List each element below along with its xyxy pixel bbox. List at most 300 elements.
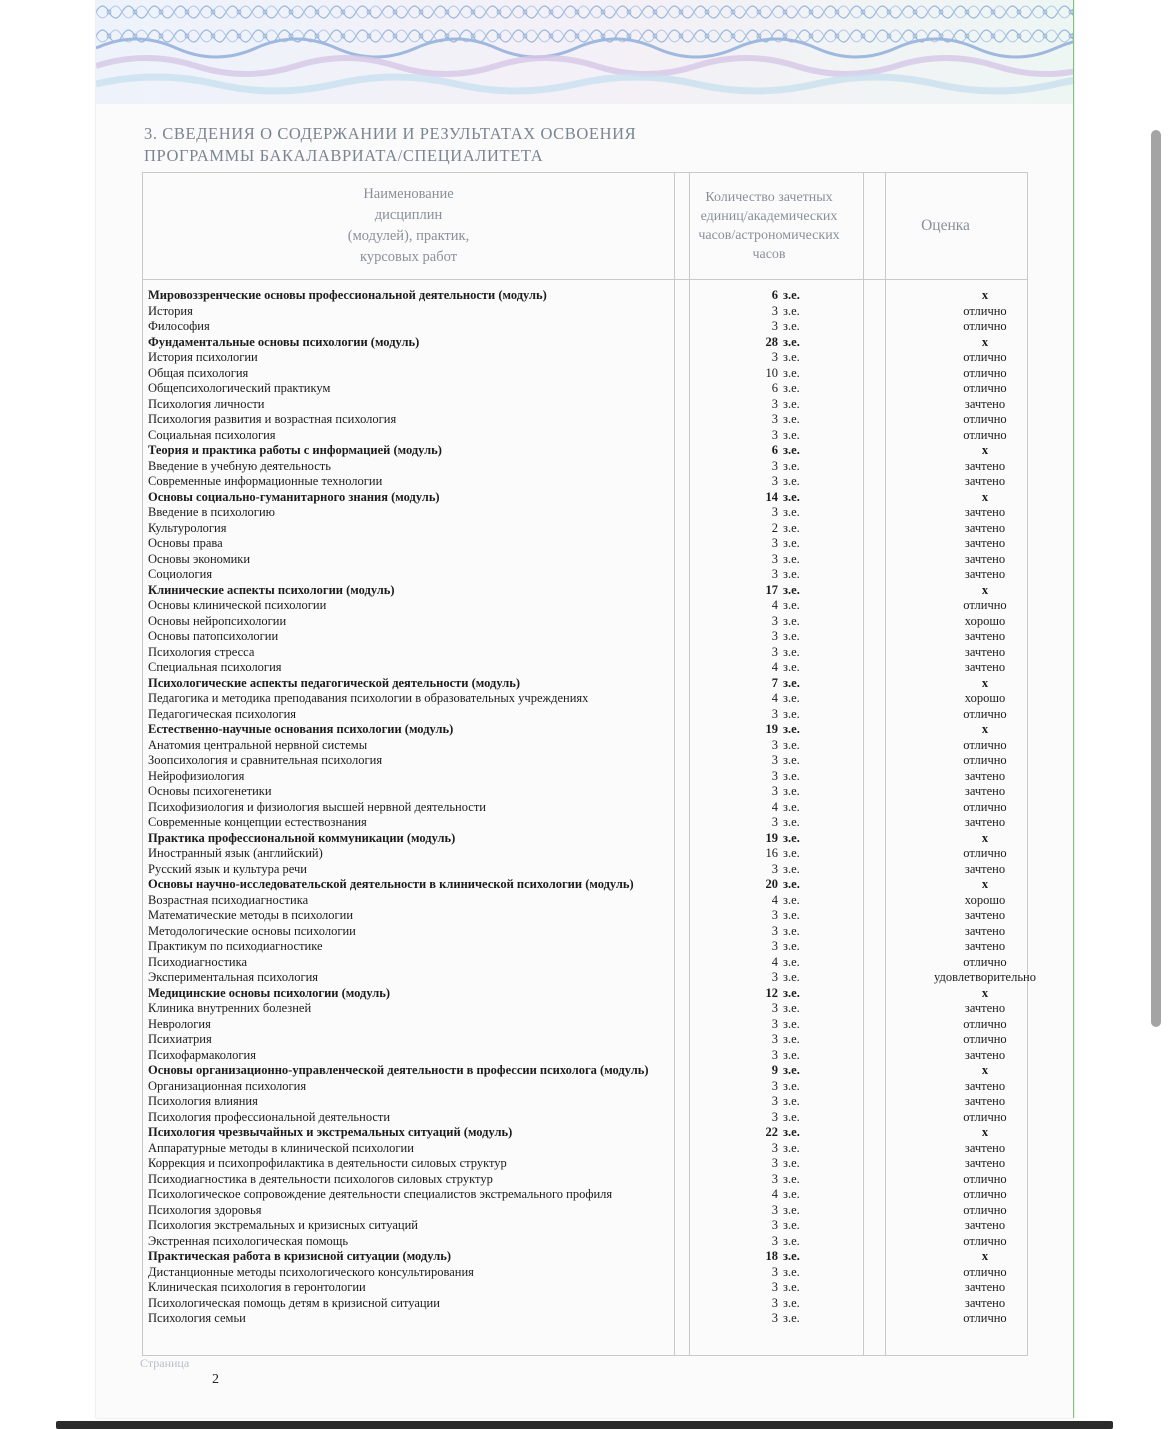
row-credit-number: 3 — [771, 923, 778, 938]
discipline-row — [144, 427, 1007, 444]
row-grade: зачтено — [964, 474, 1006, 488]
discipline-row — [144, 629, 1006, 645]
discipline-row — [144, 551, 1006, 568]
row-credit-unit: з.е. — [783, 613, 800, 628]
row-grade: x — [981, 1125, 989, 1139]
row-credit-unit: з.е. — [783, 427, 800, 442]
row-name: Социальная психология — [148, 427, 276, 442]
row-credit-unit: з.е. — [783, 288, 800, 302]
discipline-row — [144, 753, 1007, 769]
row-name: Возрастная психодиагностика — [148, 892, 309, 907]
section-title-line-2: ПРОГРАММЫ БАКАЛАВРИАТА/СПЕЦИАЛИТЕТА — [144, 146, 544, 165]
row-name: Экстренная психологическая помощь — [148, 1233, 349, 1248]
row-credit-unit: з.е. — [783, 877, 800, 891]
row-grade: хорошо — [964, 892, 1006, 907]
discipline-row — [144, 458, 1006, 475]
row-grade: зачтено — [964, 458, 1006, 473]
discipline-row — [144, 1094, 1006, 1110]
row-grade: x — [981, 582, 989, 597]
row-credit-unit: з.е. — [783, 1218, 800, 1232]
row-credit-unit: з.е. — [783, 1032, 800, 1046]
row-credit-number: 3 — [771, 412, 778, 426]
row-credit-unit: з.е. — [783, 443, 800, 457]
row-credit-number: 3 — [771, 1233, 778, 1248]
discipline-row — [144, 660, 1006, 676]
row-grade: отлично — [963, 427, 1007, 442]
row-credit-number: 3 — [771, 567, 778, 581]
row-credit-number: 3 — [771, 737, 778, 752]
row-credit-number: 3 — [771, 319, 778, 333]
row-credit-unit: з.е. — [783, 830, 800, 845]
row-grade: x — [981, 675, 989, 690]
row-credit-number: 3 — [771, 970, 778, 984]
row-grade: отлично — [963, 303, 1007, 318]
discipline-row — [144, 923, 1006, 940]
discipline-row — [144, 1202, 1007, 1219]
row-credit-unit: з.е. — [783, 846, 800, 860]
discipline-row — [144, 1078, 1006, 1095]
row-grade: отлично — [963, 365, 1007, 380]
row-credit-unit: з.е. — [783, 892, 800, 907]
row-credit-number: 3 — [771, 908, 778, 922]
row-credit-number: 3 — [771, 1202, 778, 1217]
row-credit-unit: з.е. — [783, 815, 800, 829]
row-name: Психология стресса — [148, 644, 255, 659]
discipline-row — [144, 474, 1006, 490]
row-name: Психологическая помощь детям в кризисной ситуации — [148, 1295, 440, 1310]
row-credit-unit: з.е. — [783, 1125, 800, 1139]
discipline-row — [144, 644, 1006, 661]
row-credit-number: 3 — [771, 939, 778, 953]
row-grade: отлично — [963, 1187, 1007, 1201]
row-name: Основы социально-гуманитарного знания (модуль) — [148, 489, 440, 504]
row-credit-number: 12 — [765, 985, 778, 1000]
row-credit-number: 4 — [771, 799, 778, 814]
module-row — [144, 335, 994, 351]
row-name: Зоопсихология и сравнительная психология — [148, 753, 383, 767]
row-grade: зачтено — [964, 923, 1006, 938]
row-grade: зачтено — [964, 520, 1006, 535]
discipline-row — [144, 567, 1006, 583]
row-credit-number: 3 — [771, 1295, 778, 1310]
row-grade: отлично — [963, 799, 1007, 814]
row-grade: зачтено — [964, 768, 1006, 783]
discipline-row — [144, 861, 1006, 878]
row-credit-number: 3 — [771, 1001, 778, 1015]
row-grade: зачтено — [964, 939, 1006, 953]
row-credit-number: 6 — [771, 381, 778, 395]
row-name: Основы клинической психологии — [148, 598, 327, 612]
row-credit-number: 3 — [771, 1016, 778, 1031]
discipline-row — [144, 691, 1006, 707]
discipline-row — [144, 784, 1006, 800]
row-credit-number: 3 — [771, 815, 778, 829]
row-credit-unit: з.е. — [783, 381, 800, 395]
row-credit-unit: з.е. — [783, 691, 800, 705]
row-credit-unit: з.е. — [783, 303, 800, 318]
decorative-banner — [96, 0, 1073, 104]
discipline-row — [144, 1016, 1007, 1033]
row-credit-number: 3 — [771, 536, 778, 550]
row-credit-unit: з.е. — [783, 412, 800, 426]
discipline-row — [144, 598, 1007, 614]
row-name: Специальная психология — [148, 660, 282, 674]
scrollbar[interactable] — [1151, 130, 1161, 1027]
row-name: Общая психология — [148, 365, 249, 380]
row-grade: хорошо — [964, 691, 1006, 705]
row-credit-number: 4 — [771, 691, 778, 705]
section-title — [144, 123, 636, 167]
row-credit-unit: з.е. — [783, 458, 800, 473]
row-credit-number: 9 — [771, 1063, 778, 1077]
row-credit-number: 3 — [771, 1311, 778, 1325]
row-credit-number: 6 — [771, 443, 778, 457]
row-name: Аппаратурные методы в клинической психологии — [148, 1140, 414, 1155]
module-row — [144, 676, 994, 692]
discipline-row — [144, 815, 1006, 831]
row-credit-number: 3 — [771, 1047, 778, 1062]
module-row — [144, 583, 994, 599]
row-credit-unit: з.е. — [783, 722, 800, 736]
row-grade: зачтено — [964, 908, 1006, 922]
row-grade: x — [981, 722, 989, 736]
row-credit-unit: з.е. — [783, 908, 800, 922]
row-credit-unit: з.е. — [783, 489, 800, 504]
row-credit-unit: з.е. — [783, 1140, 800, 1155]
module-row — [144, 1249, 994, 1265]
row-name: История — [148, 303, 193, 318]
discipline-row — [144, 1001, 1006, 1017]
discipline-row — [144, 613, 1006, 630]
module-row — [144, 1125, 994, 1141]
row-grade: зачтено — [964, 1140, 1006, 1155]
discipline-row — [144, 536, 1006, 552]
discipline-row — [144, 970, 1036, 986]
row-credit-unit: з.е. — [783, 923, 800, 938]
discipline-row — [144, 908, 1006, 924]
module-row — [144, 986, 994, 1002]
row-credit-unit: з.е. — [783, 1233, 800, 1248]
row-grade: отлично — [963, 1264, 1007, 1279]
discipline-row — [144, 768, 1006, 785]
row-name: Философия — [148, 319, 210, 333]
row-credit-unit: з.е. — [783, 582, 800, 597]
row-credit-unit: з.е. — [783, 567, 800, 581]
discipline-row — [144, 350, 1007, 366]
row-grade: зачтено — [964, 551, 1006, 566]
row-name: Дистанционные методы психологического консультирования — [148, 1264, 474, 1279]
row-credit-unit: з.е. — [783, 1187, 800, 1201]
row-name: Основы научно-исследовательской деятельности в клинической психологии (модуль) — [148, 877, 634, 891]
row-grade: удовлетворительно — [934, 970, 1036, 984]
discipline-row — [144, 799, 1007, 816]
row-grade: отлично — [963, 706, 1007, 721]
row-name: Психология чрезвычайных и экстремальных ситуаций (модуль) — [148, 1125, 513, 1139]
row-name: Мировоззренческие основы профессиональной деятельности (модуль) — [148, 288, 547, 302]
row-credit-unit: з.е. — [783, 350, 800, 364]
row-credit-number: 3 — [771, 1171, 778, 1186]
discipline-row — [144, 1233, 1007, 1250]
discipline-row — [144, 939, 1006, 955]
row-name: Психодиагностика — [148, 954, 248, 969]
row-name: Культурология — [148, 520, 227, 535]
discipline-row — [144, 1295, 1006, 1312]
header-grade — [864, 173, 1027, 279]
row-name: Основы нейропсихологии — [148, 613, 287, 628]
row-grade: зачтено — [964, 861, 1006, 876]
row-name: Психология экстремальных и кризисных ситуаций — [148, 1218, 418, 1232]
row-credit-number: 3 — [771, 861, 778, 876]
row-name: Практическая работа в кризисной ситуации (модуль) — [148, 1249, 451, 1263]
row-grade: зачтено — [964, 629, 1006, 643]
row-credit-number: 20 — [765, 877, 778, 891]
discipline-row — [144, 1156, 1006, 1172]
row-credit-number: 17 — [765, 582, 778, 597]
row-name: Основы экономики — [148, 551, 251, 566]
row-name: Психиатрия — [148, 1032, 212, 1046]
discipline-row — [144, 737, 1007, 754]
row-name: Медицинские основы психологии (модуль) — [148, 985, 391, 1000]
row-credit-unit: з.е. — [783, 985, 800, 1000]
row-name: Клиническая психология в геронтологии — [148, 1280, 366, 1294]
header-credits-text: Количество зачетных единиц/академических часов/астрономических часов — [698, 190, 840, 262]
row-credit-number: 4 — [771, 598, 778, 612]
row-credit-unit: з.е. — [783, 396, 800, 411]
discipline-row — [144, 1187, 1007, 1203]
row-credit-number: 3 — [771, 1094, 778, 1108]
row-credit-unit: з.е. — [783, 1156, 800, 1170]
row-credit-unit: з.е. — [783, 1264, 800, 1279]
row-credit-number: 3 — [771, 1078, 778, 1093]
row-credit-unit: з.е. — [783, 954, 800, 969]
row-name: Анатомия центральной нервной системы — [148, 737, 368, 752]
header-name-text: Наименование дисциплин (модулей), практик, курсовых работ — [347, 186, 470, 265]
row-name: Клинические аспекты психологии (модуль) — [148, 582, 395, 597]
row-credit-unit: з.е. — [783, 551, 800, 566]
row-grade: x — [981, 1063, 989, 1077]
row-name: Естественно-научные основания психологии (модуль) — [148, 722, 454, 736]
discipline-row — [144, 1047, 1006, 1064]
row-credit-unit: з.е. — [783, 1063, 800, 1077]
row-grade: зачтено — [964, 1094, 1006, 1108]
row-grade: зачтено — [964, 660, 1006, 674]
row-credit-unit: з.е. — [783, 1001, 800, 1015]
row-credit-number: 10 — [765, 365, 778, 380]
row-name: Психология влияния — [148, 1094, 258, 1108]
row-credit-unit: з.е. — [783, 1094, 800, 1108]
row-name: Методологические основы психологии — [148, 923, 356, 938]
header-credits — [675, 173, 863, 279]
discipline-row — [144, 1171, 1007, 1188]
discipline-row — [144, 1264, 1007, 1281]
row-name: Русский язык и культура речи — [148, 861, 307, 876]
row-credit-number: 3 — [771, 753, 778, 767]
row-grade: зачтено — [964, 1280, 1006, 1294]
discipline-row — [144, 319, 1007, 335]
section-title-line-1: 3. СВЕДЕНИЯ О СОДЕРЖАНИИ И РЕЗУЛЬТАТАХ ОСВОЕНИЯ — [144, 124, 637, 143]
row-credit-unit: з.е. — [783, 970, 800, 984]
row-credit-number: 6 — [771, 288, 778, 302]
row-credit-number: 3 — [771, 1140, 778, 1155]
module-row — [144, 490, 994, 506]
discipline-row — [144, 303, 1007, 320]
row-grade: отлично — [963, 846, 1007, 860]
row-grade: отлично — [963, 1109, 1007, 1124]
row-name: Организационная психология — [148, 1078, 307, 1093]
discipline-row — [144, 1140, 1006, 1157]
row-name: Введение в учебную деятельность — [148, 458, 331, 473]
row-name: Психодиагностика в деятельности психологов силовых структур — [148, 1171, 493, 1186]
row-credit-unit: з.е. — [783, 505, 800, 519]
module-row — [144, 877, 994, 893]
row-name: Основы психогенетики — [148, 784, 272, 798]
header-divider — [143, 279, 1027, 280]
row-credit-unit: з.е. — [783, 1249, 800, 1263]
row-credit-unit: з.е. — [783, 1202, 800, 1217]
row-grade: x — [981, 489, 989, 504]
row-name: Практика профессиональной коммуникации (модуль) — [148, 830, 456, 845]
row-grade: зачтено — [964, 1001, 1006, 1015]
row-credit-number: 4 — [771, 954, 778, 969]
row-name: Педагогика и методика преподавания психологии в образовательных учреждениях — [148, 691, 589, 705]
row-credit-unit: з.е. — [783, 861, 800, 876]
module-row — [144, 831, 994, 847]
row-credit-unit: з.е. — [783, 536, 800, 550]
row-name: Основы организационно-управленческой деятельности в профессии психолога (модуль) — [148, 1063, 649, 1077]
row-credit-number: 3 — [771, 505, 778, 519]
row-credit-unit: з.е. — [783, 1311, 800, 1325]
row-credit-unit: з.е. — [783, 365, 800, 380]
row-credit-number: 19 — [765, 830, 778, 845]
row-credit-unit: з.е. — [783, 334, 800, 349]
row-credit-number: 3 — [771, 784, 778, 798]
row-name: Психология семьи — [148, 1311, 246, 1325]
row-credit-number: 3 — [771, 458, 778, 473]
row-grade: x — [981, 985, 989, 1000]
row-credit-unit: з.е. — [783, 768, 800, 783]
row-grade: зачтено — [964, 1218, 1006, 1232]
row-credit-unit: з.е. — [783, 520, 800, 535]
row-credit-unit: з.е. — [783, 1280, 800, 1294]
row-grade: отлично — [963, 1016, 1007, 1031]
row-grade: зачтено — [964, 505, 1006, 519]
row-name: Практикум по психодиагностике — [148, 939, 323, 953]
row-name: Экспериментальная психология — [148, 970, 319, 984]
discipline-row — [144, 846, 1007, 862]
row-credit-unit: з.е. — [783, 799, 800, 814]
row-credit-unit: з.е. — [783, 598, 800, 612]
row-name: Основы патопсихологии — [148, 629, 279, 643]
discipline-row — [144, 505, 1006, 521]
row-credit-number: 4 — [771, 892, 778, 907]
row-name: История психологии — [148, 350, 258, 364]
discipline-row — [144, 1280, 1006, 1296]
discipline-row — [144, 954, 1007, 971]
row-credit-number: 3 — [771, 768, 778, 783]
row-credit-unit: з.е. — [783, 319, 800, 333]
row-credit-number: 4 — [771, 660, 778, 674]
discipline-row — [144, 396, 1006, 413]
row-name: Психология здоровья — [148, 1202, 262, 1217]
row-credit-unit: з.е. — [783, 644, 800, 659]
row-credit-unit: з.е. — [783, 737, 800, 752]
row-credit-unit: з.е. — [783, 675, 800, 690]
row-grade: отлично — [963, 954, 1007, 969]
row-credit-number: 3 — [771, 1218, 778, 1232]
row-credit-number: 16 — [765, 846, 778, 860]
row-credit-unit: з.е. — [783, 1016, 800, 1031]
discipline-row — [144, 1311, 1007, 1327]
document-page — [96, 0, 1074, 1418]
row-credit-number: 3 — [771, 474, 778, 488]
row-credit-number: 7 — [771, 675, 778, 690]
header-grade-text: Оценка — [921, 217, 970, 234]
row-name: Психофармакология — [148, 1047, 256, 1062]
discipline-row — [144, 1032, 1007, 1048]
page-number: 2 — [212, 1372, 219, 1387]
row-credit-number: 3 — [771, 1280, 778, 1294]
row-name: Общепсихологический практикум — [148, 381, 331, 395]
row-credit-number: 28 — [765, 334, 778, 349]
row-grade: отлично — [963, 737, 1007, 752]
row-grade: зачтено — [964, 396, 1006, 411]
row-credit-number: 19 — [765, 722, 778, 736]
row-name: Математические методы в психологии — [148, 908, 354, 922]
row-grade: отлично — [963, 1032, 1007, 1046]
row-grade: x — [981, 443, 989, 457]
row-name: Теория и практика работы с информацией (модуль) — [148, 443, 442, 457]
row-credit-unit: з.е. — [783, 784, 800, 798]
row-name: Психология развития и возрастная психология — [148, 412, 397, 426]
row-grade: x — [981, 1249, 989, 1263]
discipline-row — [144, 706, 1007, 723]
row-grade: x — [981, 334, 989, 349]
row-credit-number: 4 — [771, 1187, 778, 1201]
row-grade: зачтено — [964, 1078, 1006, 1093]
row-credit-number: 3 — [771, 613, 778, 628]
row-credit-number: 3 — [771, 1156, 778, 1170]
row-grade: зачтено — [964, 784, 1006, 798]
row-name: Современные информационные технологии — [148, 474, 383, 488]
row-credit-number: 3 — [771, 644, 778, 659]
row-credit-unit: з.е. — [783, 660, 800, 674]
row-grade: зачтено — [964, 567, 1006, 581]
row-credit-unit: з.е. — [783, 629, 800, 643]
row-grade: зачтено — [964, 644, 1006, 659]
row-credit-unit: з.е. — [783, 474, 800, 488]
row-name: Психофизиология и физиология высшей нервной деятельности — [148, 799, 487, 814]
row-credit-number: 3 — [771, 1109, 778, 1124]
row-name: Современные концепции естествознания — [148, 815, 367, 829]
row-grade: отлично — [963, 753, 1007, 767]
row-grade: зачтено — [964, 1047, 1006, 1062]
row-credit-unit: з.е. — [783, 1078, 800, 1093]
row-name: Психология личности — [148, 396, 265, 411]
row-grade: отлично — [963, 381, 1007, 395]
discipline-row — [144, 1218, 1006, 1234]
discipline-row — [144, 520, 1006, 537]
row-credit-number: 3 — [771, 629, 778, 643]
row-grade: отлично — [963, 350, 1007, 364]
row-credit-unit: з.е. — [783, 753, 800, 767]
row-name: Нейрофизиология — [148, 768, 245, 783]
row-credit-unit: з.е. — [783, 1171, 800, 1186]
row-credit-unit: з.е. — [783, 939, 800, 953]
discipline-row — [144, 381, 1007, 397]
row-credit-number: 3 — [771, 551, 778, 566]
row-grade: x — [981, 288, 989, 302]
row-credit-number: 3 — [771, 350, 778, 364]
